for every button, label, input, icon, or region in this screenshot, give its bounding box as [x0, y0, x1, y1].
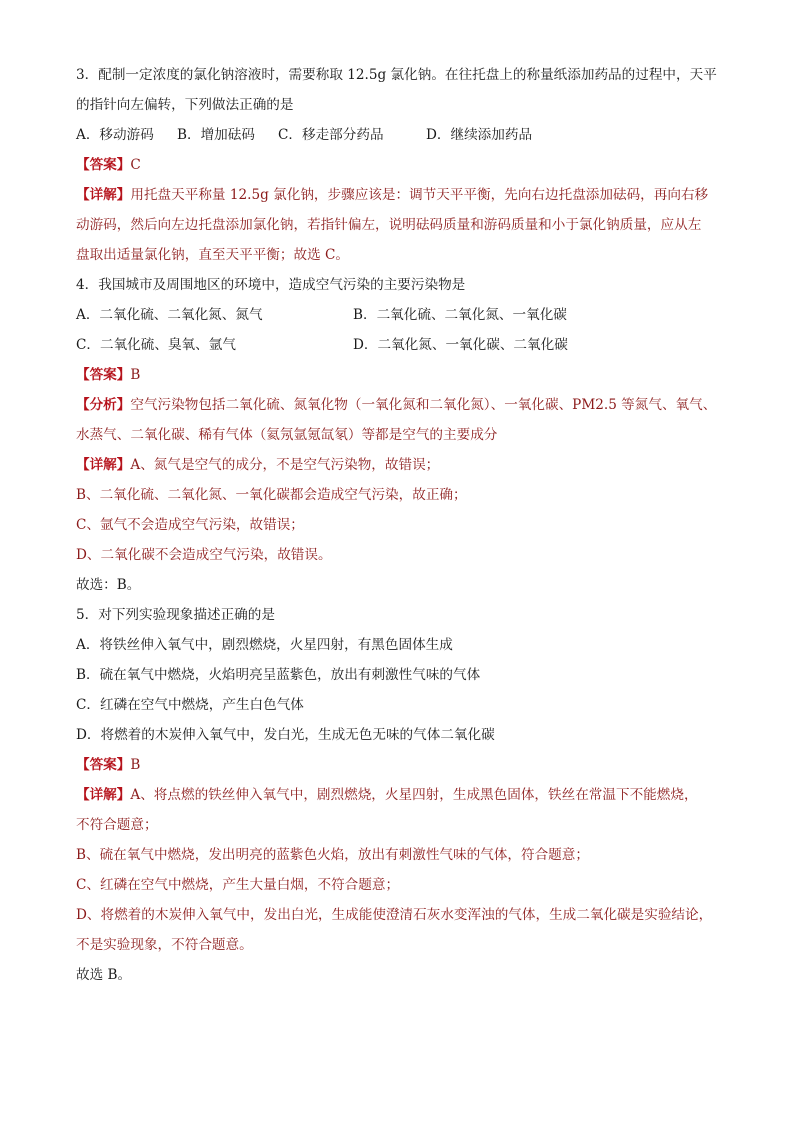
- q3-answer: [76, 150, 736, 180]
- q5-option-a: A．将铁丝伸入氧气中，剧烈燃烧，火星四射，有黑色固体生成: [76, 637, 453, 653]
- q3-options: [76, 120, 736, 150]
- q4-detail-c: C、氩气不会造成空气污染，故错误；: [76, 517, 304, 533]
- detail-tag: 【详解】: [76, 187, 131, 203]
- answer-tag: 【答案】: [76, 757, 131, 773]
- q4-detail-b: B、二氧化硫、二氧化氮、一氧化碳都会造成空气污染，故正确；: [76, 487, 467, 503]
- q4-option-a: A．二氧化硫、二氧化氮、氮气: [76, 307, 263, 323]
- q5-option-b: B．硫在氧气中燃烧，火焰明亮呈蓝紫色，放出有刺激性气味的气体: [76, 667, 481, 683]
- answer-tag: 【答案】: [76, 157, 131, 173]
- answer-value: B: [130, 367, 141, 383]
- q3-option-a: A．移动游码: [76, 127, 154, 143]
- detail-text: 用托盘天平称量 12.5g 氯化钠，步骤应该是：调节天平平衡，先向右边托盘添加砝码，再向右移: [130, 187, 709, 203]
- q4-analysis-line-1: [76, 390, 736, 420]
- q3-stem-line-1: 3．配制一定浓度的氯化钠溶液时，需要称取 12.5g 氯化钠。在往托盘上的称量纸添加药品的过程中，天平: [76, 67, 717, 83]
- q5-conclusion: 故选 B。: [76, 967, 132, 983]
- q4-option-b: B．二氧化硫、二氧化氮、一氧化碳: [353, 307, 567, 323]
- q3-option-d: D．继续添加药品: [426, 127, 533, 143]
- question-3: [76, 60, 736, 270]
- q4-options-row-2: [76, 330, 736, 360]
- q4-option-d: D．二氧化氮、一氧化碳、二氧化碳: [353, 337, 568, 353]
- answer-value: C: [130, 157, 141, 173]
- q3-stem-line-2: 的指针向左偏转，下列做法正确的是: [76, 97, 294, 113]
- q5-stem: 5．对下列实验现象描述正确的是: [76, 607, 275, 623]
- q5-option-c: C．红磷在空气中燃烧，产生白色气体: [76, 697, 304, 713]
- detail-text: A、将点燃的铁丝伸入氧气中，剧烈燃烧，火星四射，生成黑色固体，铁丝在常温下不能燃烧，: [130, 787, 698, 803]
- question-5: [76, 600, 736, 990]
- answer-value: B: [130, 757, 141, 773]
- answer-tag: 【答案】: [76, 367, 131, 383]
- q3-option-c: C．移走部分药品: [278, 127, 384, 143]
- detail-tag: 【详解】: [76, 457, 131, 473]
- q5-answer: [76, 750, 736, 780]
- q4-detail-a: [76, 450, 736, 480]
- q4-conclusion: 故选：B。: [76, 577, 141, 593]
- q5-detail-b: B、硫在氧气中燃烧，发出明亮的蓝紫色火焰，放出有刺激性气味的气体，符合题意；: [76, 847, 589, 863]
- detail-tag: 【详解】: [76, 787, 131, 803]
- document-page: [76, 60, 736, 990]
- q5-detail-a-line-1: [76, 780, 736, 810]
- q5-detail-d-line-1: D、将燃着的木炭伸入氧气中，发出白光，生成能使澄清石灰水变浑浊的气体，生成二氧化碳是实验结论，: [76, 907, 713, 923]
- q4-analysis-line-2: 水蒸气、二氧化碳、稀有气体（氦氖氩氪氙氡）等都是空气的主要成分: [76, 427, 498, 443]
- q3-detail-line-2: 动游码，然后向左边托盘添加氯化钠，若指针偏左，说明砝码质量和游码质量和小于氯化钠质量，应从左: [76, 217, 702, 233]
- question-4: [76, 270, 736, 600]
- q3-option-b: B．增加砝码: [177, 127, 255, 143]
- q4-stem: 4．我国城市及周围地区的环境中，造成空气污染的主要污染物是: [76, 277, 466, 293]
- q5-detail-a-line-2: 不符合题意；: [76, 817, 158, 833]
- q4-options-row-1: [76, 300, 736, 330]
- q4-answer: [76, 360, 736, 390]
- q3-detail-line-3: 盘取出适量氯化钠，直至天平平衡；故选 C。: [76, 247, 350, 263]
- q5-option-d: D．将燃着的木炭伸入氧气中，发白光，生成无色无味的气体二氧化碳: [76, 727, 495, 743]
- q4-detail-d: D、二氧化碳不会造成空气污染，故错误。: [76, 547, 332, 563]
- q5-detail-d-line-2: 不是实验现象，不符合题意。: [76, 937, 253, 953]
- q3-detail-line-1: [76, 180, 736, 210]
- analysis-text: 空气污染物包括二氧化硫、氮氧化物（一氧化氮和二氧化氮）、一氧化碳、PM2.5 等氮气、氧气、: [130, 397, 717, 413]
- q5-detail-c: C、红磷在空气中燃烧，产生大量白烟，不符合题意；: [76, 877, 400, 893]
- q4-option-c: C．二氧化硫、臭氧、氩气: [76, 337, 236, 353]
- detail-text: A、氮气是空气的成分，不是空气污染物，故错误；: [130, 457, 440, 473]
- analysis-tag: 【分析】: [76, 397, 131, 413]
